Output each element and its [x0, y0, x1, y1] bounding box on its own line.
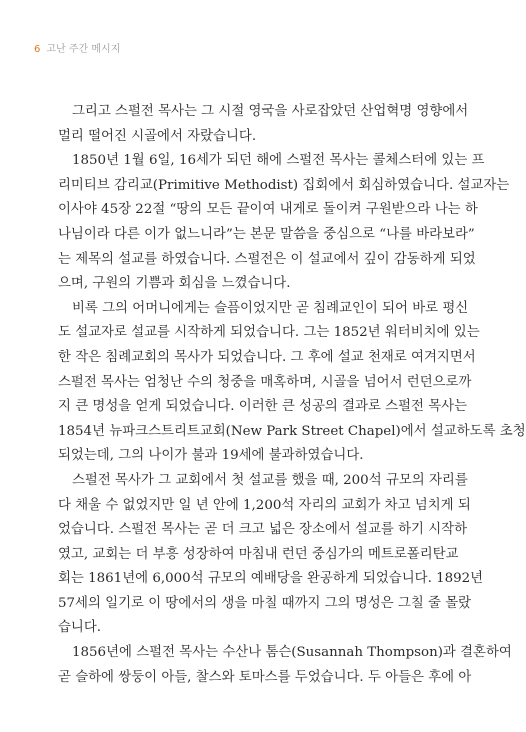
text-line: 1854년 뉴파크스트리트교회(New Park Street Chapel)에서 설교하도록 초청	[58, 423, 526, 439]
text-line: 는 제목의 설교를 하였습니다. 스펄전은 이 설교에서 깊이 감동하게 되었	[58, 251, 476, 267]
text-line: 그리고 스펄전 목사는 그 시절 영국을 사로잡았던 산업혁명 영향에서	[72, 104, 469, 119]
running-title: 고난 주간 메시지	[46, 44, 121, 55]
text-line: 이사야 45장 22절 “땅의 모든 끝이여 내게로 돌이켜 구원받으라 나는 하	[58, 202, 478, 218]
text-line: 였고, 교회는 더 부흥 성장하여 마침내 런던 중심가의 메트로폴리탄교	[58, 546, 459, 562]
text-line: 곧 슬하에 쌍둥이 아들, 찰스와 토마스를 두었습니다. 두 아들은 후에 아	[58, 669, 472, 685]
running-header	[34, 40, 120, 55]
text-line: 리미티브 감리교(Primitive Methodist) 집회에서 회심하였습니다. 설교자는	[58, 177, 510, 193]
text-line: 지 큰 명성을 얻게 되었습니다. 이러한 큰 성공의 결과로 스펄전 목사는	[58, 399, 468, 415]
text-line: 57세의 일기로 이 땅에서의 생을 마칠 때까지 그의 명성은 그칠 줄 몰랐	[58, 595, 472, 611]
text-line: 다 채울 수 없었지만 일 년 안에 1,200석 자리의 교회가 차고 넘치게 되	[58, 497, 471, 513]
page-number: 6	[34, 44, 41, 55]
text-line: 1856년에 스펄전 목사는 수산나 톰슨(Susannah Thompson)과 결혼하여	[72, 645, 512, 661]
text-line: 으며, 구원의 기쁨과 회심을 느꼈습니다.	[58, 276, 291, 292]
text-line: 1850년 1월 6일, 16세가 되던 해에 스펄전 목사는 콜체스터에 있는 프	[72, 153, 485, 169]
text-line: 스펄전 목사는 엄청난 수의 청중을 매혹하며, 시골을 넘어서 런던으로까	[58, 374, 472, 390]
text-line: 멀리 떨어진 시골에서 자랐습니다.	[58, 128, 257, 144]
text-line: 한 작은 침례교회의 목사가 되었습니다. 그 후에 설교 천재로 여겨지면서	[58, 349, 476, 365]
text-line: 스펄전 목사가 그 교회에서 첫 설교를 했을 때, 200석 규모의 자리를	[72, 472, 468, 488]
text-line: 회는 1861년에 6,000석 규모의 예배당을 완공하게 되었습니다. 1892년	[58, 571, 484, 587]
text-line: 나님이라 다른 이가 없느니라”는 본문 말씀을 중심으로 “나를 바라보라”	[58, 226, 475, 242]
body-text	[58, 100, 526, 720]
text-line: 비록 그의 어머니에게는 슬픔이었지만 곧 침례교인이 되어 바로 평신	[72, 300, 469, 316]
text-line: 되었는데, 그의 나이가 불과 19세에 불과하였습니다.	[58, 448, 364, 464]
text-line: 도 설교자로 설교를 시작하게 되었습니다. 그는 1852년 워터비치에 있는	[58, 325, 480, 341]
text-line: 습니다.	[58, 620, 102, 636]
text-line: 었습니다. 스펄전 목사는 곧 더 크고 넓은 장소에서 설교를 하기 시작하	[58, 522, 468, 538]
